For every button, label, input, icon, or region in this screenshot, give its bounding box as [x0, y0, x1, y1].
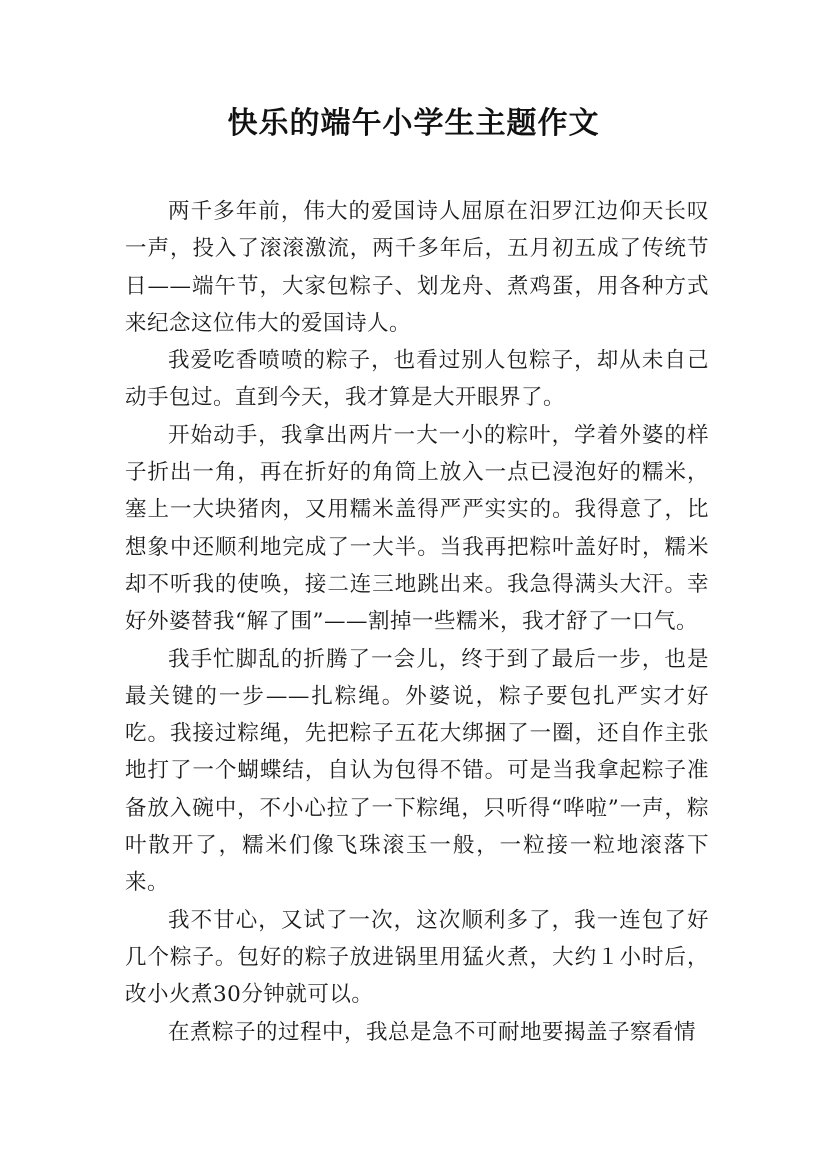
paragraph: 我不甘心，又试了一次，这次顺利多了，我一连包了好几个粽子。包好的粽子放进锅里用猛火煮，大约１小时后，改小火煮30分钟就可以。 — [125, 907, 709, 1008]
paragraph: 我手忙脚乱的折腾了一会儿，终于到了最后一步，也是最关键的一步——扎粽绳。外婆说，粽子要包扎严实才好吃。我接过粽绳，先把粽子五花大绑捆了一圈，还自作主张地打了一个蝴蝶结，自认为包得不错。可是当我拿起粽子准备放入碗中，不小心拉了一下粽绳，只听得“哗啦”一声，粽叶散开了，糯米们像飞珠滚玉一般，一粒接一粒地滚落下来。 — [125, 646, 709, 896]
paragraph: 两千多年前，伟大的爱国诗人屈原在汨罗江边仰天长叹一声，投入了滚滚激流，两千多年后，五月初五成了传统节日——端午节，大家包粽子、划龙舟、煮鸡蛋，用各种方式来纪念这位伟大的爱国诗人。 — [125, 199, 709, 336]
paragraph: 开始动手，我拿出两片一大一小的粽叶，学着外婆的样子折出一角，再在折好的角筒上放入一点已浸泡好的糯米，塞上一大块猪肉，又用糯米盖得严严实实的。我得意了，比想象中还顺利地完成了一大半。当我再把粽叶盖好时，糯米却不听我的使唤，接二连三地跳出来。我急得满头大汗。幸好外婆替我“解了围”——割掉一些糯米，我才舒了一口气。 — [125, 422, 709, 635]
paragraph: 在煮粽子的过程中，我总是急不可耐地要揭盖子察看情 — [168, 1019, 697, 1045]
document-title: 快乐的端午小学生主题作文 — [227, 106, 600, 141]
paragraph: 我爱吃香喷喷的粽子，也看过别人包粽子，却从未自己动手包过。直到今天，我才算是大开眼界了。 — [125, 348, 709, 411]
document-body — [125, 193, 709, 1051]
